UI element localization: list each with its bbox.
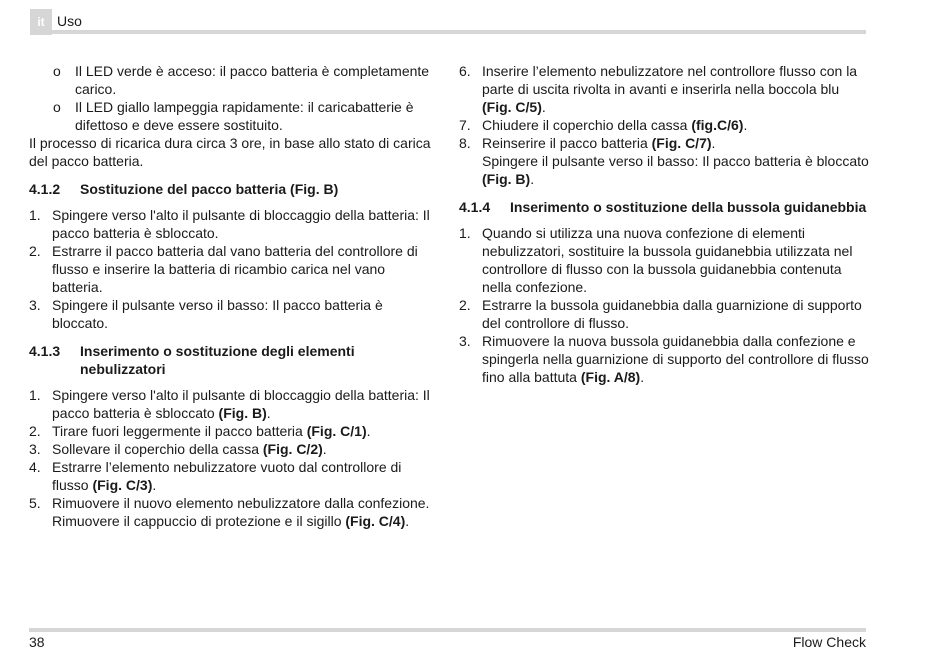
step-number: 1. <box>29 207 41 223</box>
figure-reference: (Fig. C/7) <box>651 135 712 151</box>
page-header <box>30 9 866 35</box>
step-number: 1. <box>459 225 471 241</box>
figure-reference: (Fig. C/4) <box>345 513 406 529</box>
step-text-end: . <box>266 405 271 421</box>
section-heading-text: Sostituzione del pacco batteria (Fig. B) <box>80 181 339 197</box>
list-item <box>29 206 437 242</box>
header-rule <box>52 30 866 34</box>
step-text: Rimuovere il nuovo elemento nebulizzatore dalla confezione. Rimuovere il cappuccio di protezione e il sigillo <box>52 495 430 529</box>
step-number: 1. <box>29 387 41 403</box>
step-text: Estrarre l’elemento nebulizzatore vuoto dal controllore di flusso <box>52 459 402 493</box>
list-item <box>459 116 869 134</box>
figure-reference: (Fig. C/2) <box>262 441 323 457</box>
figure-reference: (Fig. C/5) <box>482 99 542 115</box>
section-heading-4-1-3 <box>29 342 437 378</box>
nebulizer-steps-continued <box>459 62 869 188</box>
footer-rule <box>29 628 866 632</box>
language-badge: it <box>30 9 52 35</box>
list-item <box>29 440 437 458</box>
section-number: 4.1.4 <box>459 199 491 215</box>
figure-reference: (fig.C/6) <box>691 117 744 133</box>
step-text: Rimuovere la nuova bussola guidanebbia dalla confezione e spingerla nella guarnizione di supporto del controllore di flusso fino alla battuta <box>482 333 869 385</box>
page-number: 38 <box>29 634 45 650</box>
step-text: Spingere verso l'alto il pulsante di bloccaggio della batteria: Il pacco batteria è sbloccato. <box>52 207 430 241</box>
bullet-marker: o <box>53 63 61 79</box>
mist-guide-steps <box>459 224 869 386</box>
section-title: Uso <box>57 13 82 29</box>
step-text: Inserire l’elemento nebulizzatore nel controllore flusso con la parte di uscita rivolta in avanti e inserirla nella boccola blu <box>482 63 858 97</box>
step-text-end: . <box>541 99 546 115</box>
section-number: 4.1.3 <box>29 343 61 359</box>
list-item <box>29 296 437 332</box>
charging-paragraph: Il processo di ricarica dura circa 3 ore, in base allo stato di carica del pacco batteria. <box>29 135 431 169</box>
battery-replacement-steps <box>29 206 437 332</box>
step-text: Estrarre il pacco batteria dal vano batteria del controllore di flusso e inserire la batteria di ricambio carica nel vano batteria. <box>52 243 418 295</box>
step-number: 2. <box>29 243 41 259</box>
step-text: Reinserire il pacco batteria <box>482 135 652 151</box>
section-heading-4-1-4 <box>459 198 869 216</box>
step-text-end: . <box>405 513 410 529</box>
list-item-text: Il LED verde è acceso: il pacco batteria è completamente carico. <box>75 63 430 97</box>
list-item <box>29 62 437 98</box>
led-status-list <box>29 62 437 134</box>
figure-reference: (Fig. C/1) <box>306 423 367 439</box>
step-text-end: . <box>366 423 371 439</box>
left-column <box>29 62 437 530</box>
step-number: 3. <box>459 333 471 349</box>
step-text-end: . <box>640 369 645 385</box>
product-name: Flow Check <box>792 634 866 650</box>
step-text: Quando si utilizza una nuova confezione di elementi nebulizzatori, sostituire la bussola guidanebbia utilizzata nel controllore di flusso con la bussola guidanebbia contenuta nella confezione. <box>482 225 853 295</box>
step-text: Spingere il pulsante verso il basso: Il pacco batteria è bloccato. <box>52 297 383 331</box>
list-item <box>459 332 869 386</box>
step-number: 6. <box>459 63 471 79</box>
step-number: 2. <box>459 297 471 313</box>
list-item <box>29 494 437 530</box>
list-item <box>459 134 869 188</box>
right-column <box>459 62 869 386</box>
step-number: 3. <box>29 441 41 457</box>
list-item <box>29 242 437 296</box>
step-text: Sollevare il coperchio della cassa <box>52 441 263 457</box>
figure-reference: (Fig. B) <box>482 171 531 187</box>
bullet-marker: o <box>53 99 61 115</box>
list-item <box>29 422 437 440</box>
figure-reference: (Fig. B) <box>218 405 267 421</box>
step-text-end: . <box>743 117 748 133</box>
step-text: Spingere il pulsante verso il basso: Il pacco batteria è bloccato <box>482 153 869 169</box>
list-item <box>29 98 437 134</box>
step-text: Tirare fuori leggermente il pacco batteria <box>52 423 307 439</box>
section-heading-text: Inserimento o sostituzione della bussola guidanebbia <box>510 199 867 215</box>
step-number: 5. <box>29 495 41 511</box>
step-text: Estrarre la bussola guidanebbia dalla guarnizione di supporto del controllore di flusso. <box>482 297 862 331</box>
step-text-end: . <box>322 441 327 457</box>
list-item <box>29 386 437 422</box>
step-number: 8. <box>459 135 471 151</box>
step-text-end: . <box>711 135 716 151</box>
step-number: 2. <box>29 423 41 439</box>
section-heading-4-1-2 <box>29 180 437 198</box>
list-item-text: Il LED giallo lampeggia rapidamente: il caricabatterie è difettoso e deve essere sostituito. <box>75 99 414 133</box>
list-item <box>459 296 869 332</box>
list-item <box>459 224 869 296</box>
figure-reference: (Fig. C/3) <box>92 477 153 493</box>
step-number: 3. <box>29 297 41 313</box>
list-item <box>29 458 437 494</box>
step-number: 7. <box>459 117 471 133</box>
step-text: Chiudere il coperchio della cassa <box>482 117 692 133</box>
list-item <box>459 62 869 116</box>
step-text-end: . <box>530 171 535 187</box>
section-heading-text: Inserimento o sostituzione degli elementi nebulizzatori <box>80 343 355 377</box>
nebulizer-steps <box>29 386 437 530</box>
figure-reference: (Fig. A/8) <box>580 369 641 385</box>
step-text-end: . <box>152 477 157 493</box>
step-number: 4. <box>29 459 41 475</box>
section-number: 4.1.2 <box>29 181 61 197</box>
step-text: Spingere verso l'alto il pulsante di bloccaggio della batteria: Il pacco batteria è sbloccato <box>52 387 430 421</box>
